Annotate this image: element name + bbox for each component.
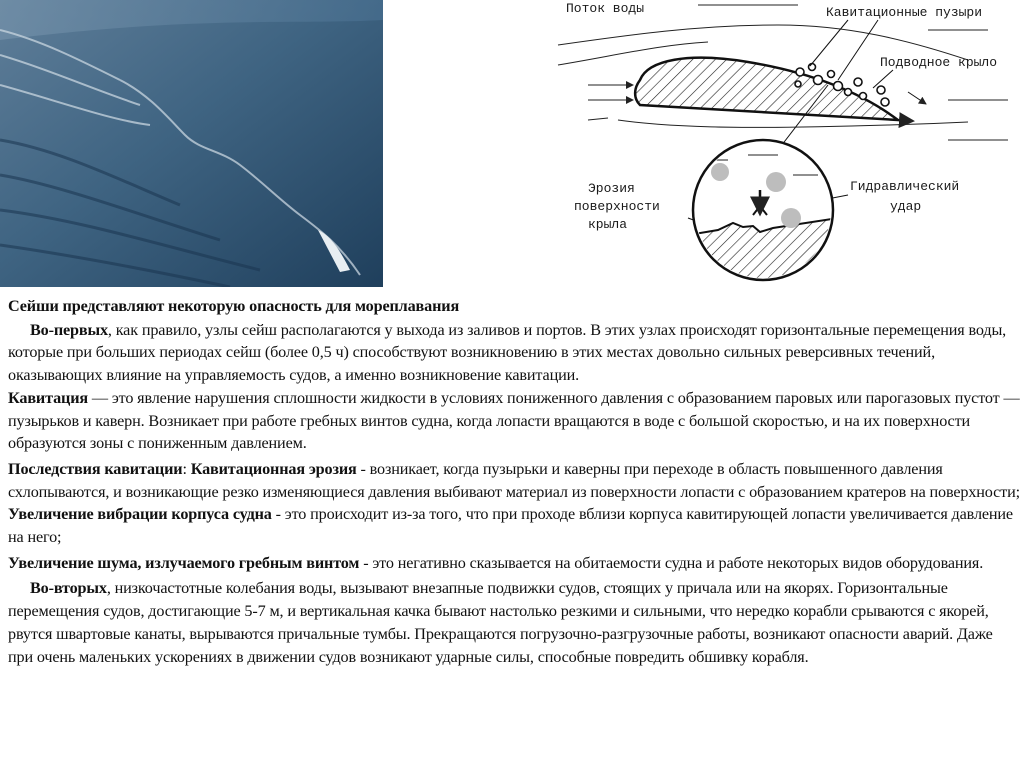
label-flow: Поток воды: [566, 1, 645, 16]
term-noise: Увеличение шума, излучаемого гребным винтом: [8, 553, 360, 572]
paragraph-consequences: [8, 458, 1020, 549]
cavitation-diagram: [548, 0, 1024, 290]
paragraph-second-body: , низкочастотные колебания воды, вызывают внезапные подвижки судов, стоящих у причала или на якорях. Горизонтальные перемещения судов, достигающие 5-7 м, и вертикальная качка бывают настолько резкими и сильными, что нередко корабли срываются с якорей, рвутся швартовые канаты, вырываются причальные тумбы. Прекращаются погрузочно-разгрузочные работы, возникают опасности аварий. Даже при очень маленьких ускорениях в движении судов возникают ударные силы, способные повредить обшивку корабля.: [8, 579, 993, 666]
vibration-body: - это происходит из-за того, что при проходе вблизи корпуса кавитирующей лопасти увеличивается давление на него;: [8, 505, 1013, 547]
noise-body: - это негативно сказывается на обитаемости судна и работе некоторых видов оборудования.: [359, 553, 984, 572]
label-erosion-1: Эрозия: [588, 181, 635, 196]
paragraph-first: [8, 319, 1020, 387]
label-hammer-2: удар: [890, 199, 922, 214]
sea-photo: [0, 0, 383, 287]
label-bubbles: Кавитационные пузыри: [826, 5, 983, 20]
paragraph-cavitation-body: — это явление нарушения сплошности жидкости в условиях пониженного давления с образованием паровых или парогазовых пустот — пузырьков и каверн. Возникает при работе гребных винтов судна, когда лопасти вращаются в воде с большой скоростью, и на их поверхности образуются зоны с пониженным давлением.: [8, 388, 1020, 453]
erosion-body: - возникает, когда пузырьки и каверны при переходе в область повышенного давления схлопываются, и возникающие резко изменяющиеся давления выбивают материал из поверхности лопасти с образованием кратеров на поверхности;: [8, 459, 1020, 501]
term-cavitation: Кавитация: [8, 388, 88, 407]
sea-surface-image: [0, 0, 383, 287]
paragraph-cavitation: [8, 387, 1020, 455]
hydrofoil-diagram-svg: [548, 0, 1024, 290]
label-erosion-2: поверхности: [574, 199, 660, 214]
label-hydrofoil: Подводное крыло: [880, 55, 998, 70]
paragraph-first-body: , как правило, узлы сейш располагаются у выхода из заливов и портов. В этих узлах происходят горизонтальные перемещения воды, которые при больших периодах сейш (более 0,5 ч) способствуют возникновению в этих местах довольно сильных реверсивных течений, оказывающих влияние на управляемость судов, а именно возникновение кавитации.: [8, 320, 1007, 385]
label-hammer-1: Гидравлический: [850, 179, 960, 194]
paragraph-noise: [8, 552, 1020, 575]
lead-second: Во-вторых: [30, 579, 107, 598]
term-consequences: Последствия кавитации: [8, 459, 183, 478]
term-erosion: Кавитационная эрозия: [190, 459, 357, 478]
separator: :: [182, 459, 191, 478]
section-title: Сейши представляют некоторую опасность для мореплавания: [8, 297, 460, 315]
hydrofoil-shape: [635, 58, 898, 120]
lead-first: Во-первых: [30, 320, 108, 339]
paragraph-second: [8, 577, 1020, 668]
term-vibration: Увеличение вибрации корпуса судна: [8, 505, 272, 524]
label-erosion-3: крыла: [588, 217, 628, 232]
body-text: [8, 295, 1020, 668]
